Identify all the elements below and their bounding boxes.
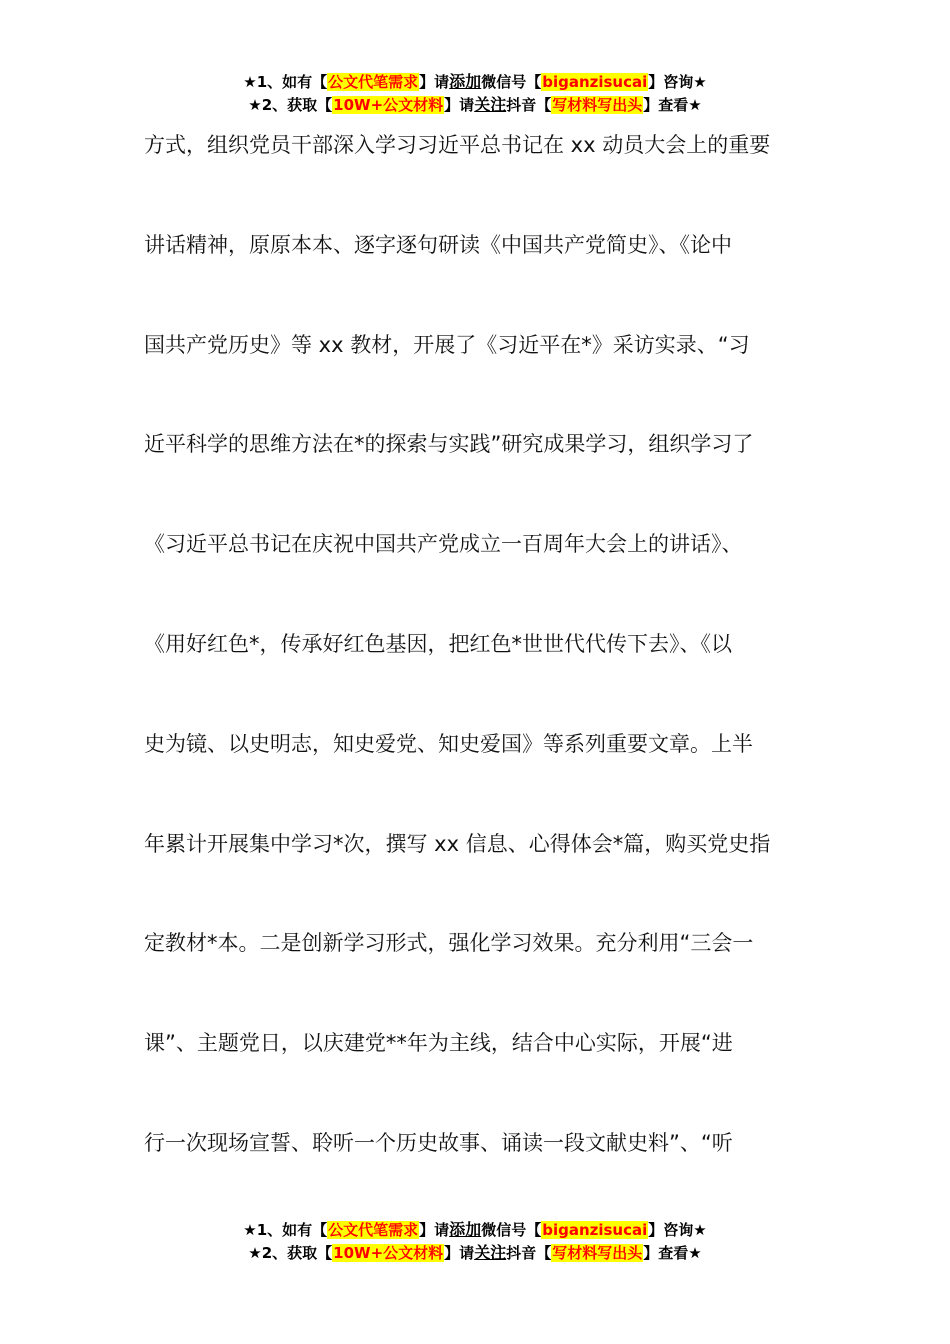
body-line: 方式，组织党员干部深入学习习近平总书记在 xx 动员大会上的重要: [144, 133, 771, 157]
banner-text: 】咨询: [648, 73, 694, 91]
body-line: 年累计开展集中学习*次，撰写 xx 信息、心得体会*篇，购买党史指: [144, 831, 771, 856]
banner-text: 1、如有【: [256, 73, 328, 91]
highlight-douyin-account: 写材料写出头: [552, 96, 643, 114]
banner-text: 1、如有【: [256, 1221, 328, 1239]
body-line: 课”、主题党日，以庆建党**年为主线，结合中心实际，开展“进: [144, 1031, 733, 1056]
banner-text: 】请: [444, 1244, 475, 1262]
banner-text: 2、获取【: [261, 1244, 333, 1262]
highlight-wechat-id: biganzisucai: [542, 1221, 648, 1239]
banner-line-1: [0, 1218, 950, 1241]
banner-line-2: [0, 1241, 950, 1264]
body-line: 行一次现场宣誓、聆听一个历史故事、诵读一段文献史料”、“听: [144, 1130, 733, 1155]
body-line: 讲话精神，原原本本、逐字逐句研读《中国共产党简史》、《论中: [144, 232, 732, 257]
highlight-douyin-account: 写材料写出头: [552, 1244, 643, 1262]
underlined-text: 添加: [449, 1220, 482, 1239]
body-line: 近平科学的思维方法在*的探索与实践”研究成果学习，组织学习了: [144, 432, 754, 457]
banner-line-2: [0, 93, 950, 116]
banner-text: 】查看: [643, 96, 689, 114]
highlight-materials: 10W+公文材料: [333, 1244, 444, 1262]
body-line: 定教材*本。二是创新学习形式，强化学习效果。充分利用“三会一: [144, 931, 754, 956]
underlined-text: 关注: [474, 95, 507, 114]
star-icon: ★: [688, 1244, 702, 1262]
banner-text: 】查看: [643, 1244, 689, 1262]
banner-text: 微信号【: [481, 73, 542, 91]
body-line: 国共产党历史》等 xx 教材，开展了《习近平在*》采访实录、“习: [144, 332, 750, 357]
highlight-service: 公文代笔需求: [328, 73, 419, 91]
star-icon: ★: [248, 96, 262, 114]
body-line: 《用好红色*，传承好红色基因，把红色*世世代代传下去》、《以: [144, 631, 732, 656]
star-icon: ★: [248, 1244, 262, 1262]
underlined-text: 关注: [474, 1243, 507, 1262]
banner-text: 微信号【: [481, 1221, 542, 1239]
body-line: 《习近平总书记在庆祝中国共产党成立一百周年大会上的讲话》、: [144, 532, 743, 557]
star-icon: ★: [693, 73, 707, 91]
banner-text: 】请: [419, 73, 450, 91]
banner-text: 2、获取【: [261, 96, 333, 114]
banner-text: 】请: [419, 1221, 450, 1239]
banner-text: 抖音【: [506, 96, 552, 114]
banner-text: 】请: [444, 96, 475, 114]
top-banner: [0, 70, 950, 116]
star-icon: ★: [243, 1221, 257, 1239]
underlined-text: 添加: [449, 72, 482, 91]
star-icon: ★: [693, 1221, 707, 1239]
star-icon: ★: [243, 73, 257, 91]
highlight-wechat-id: biganzisucai: [542, 73, 648, 91]
star-icon: ★: [688, 96, 702, 114]
banner-text: 抖音【: [506, 1244, 552, 1262]
banner-text: 】咨询: [648, 1221, 694, 1239]
body-line: 史为镜、以史明志，知史爱党、知史爱国》等系列重要文章。上半: [144, 731, 753, 756]
highlight-materials: 10W+公文材料: [333, 96, 444, 114]
highlight-service: 公文代笔需求: [328, 1221, 419, 1239]
document-body: [144, 120, 814, 1218]
bottom-banner: [0, 1218, 950, 1264]
banner-line-1: [0, 70, 950, 93]
